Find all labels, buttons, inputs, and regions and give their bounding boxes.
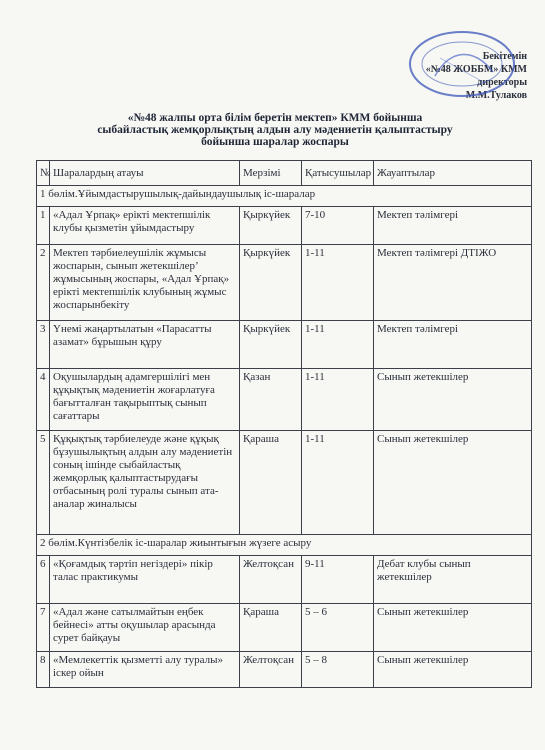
table-row: [37, 207, 532, 245]
row-date: Қараша: [240, 604, 302, 652]
row-date: Қараша: [240, 431, 302, 535]
row-number: 1: [37, 207, 50, 245]
approval-line: Бекітемін: [482, 51, 527, 62]
table-header-row: [37, 161, 532, 186]
row-date: Қыркүйек: [240, 207, 302, 245]
section-row: [37, 186, 532, 207]
row-number: 8: [37, 652, 50, 688]
approval-line: «№48 ЖОББМ» КММ: [425, 64, 527, 75]
title-line: сыбайластық жемқорлықтың алдын алу мәдениетін қалыптастыру: [97, 124, 453, 136]
row-participants: 9-11: [302, 556, 374, 604]
row-responsible: Сынып жетекшілер: [374, 604, 532, 652]
table-row: [37, 369, 532, 431]
row-responsible: Мектеп тәлімгері ДТІЖО: [374, 245, 532, 321]
table-row: [37, 604, 532, 652]
table-row: [37, 652, 532, 688]
row-activity: «Адал Ұрпақ» ерікті мектепшілік клубы қызметін ұйымдастыру: [50, 207, 240, 245]
row-participants: 1-11: [302, 369, 374, 431]
row-activity: «Қоғамдық тәртіп негіздері» пікір талас практикумы: [50, 556, 240, 604]
header-responsible: Жауаптылар: [374, 161, 532, 186]
row-date: Желтоқсан: [240, 556, 302, 604]
row-activity: Мектеп тәрбиелеушілік жұмысы жоспарын, сынып жетекшілер’ жұмысының жоспары, «Адал Ұрпақ» ерікті мектепшілік клубының жұмыс жоспарынбекіту: [50, 245, 240, 321]
row-number: 6: [37, 556, 50, 604]
row-participants: 5 – 6: [302, 604, 374, 652]
row-date: Қыркүйек: [240, 321, 302, 369]
row-responsible: Сынып жетекшілер: [374, 369, 532, 431]
row-number: 3: [37, 321, 50, 369]
row-participants: 1-11: [302, 431, 374, 535]
header-number: №: [37, 161, 50, 186]
row-responsible: Мектеп тәлімгері: [374, 207, 532, 245]
row-date: Қыркүйек: [240, 245, 302, 321]
header-activity-name: Шаралардың атауы: [50, 161, 240, 186]
header-participants: Қатысушылар: [302, 161, 374, 186]
row-responsible: Дебат клубы сынып жетекшілер: [374, 556, 532, 604]
table-row: [37, 321, 532, 369]
table-row: [37, 245, 532, 321]
section-title: 1 бөлім.Ұйымдастырушылық-дайындаушылық іс-шаралар: [37, 186, 532, 207]
document-title: [60, 112, 490, 148]
row-responsible: Сынып жетекшілер: [374, 652, 532, 688]
approval-line: директоры: [477, 77, 527, 88]
title-line: «№48 жалпы орта білім беретін мектеп» КММ бойынша: [127, 112, 423, 124]
row-participants: 1-11: [302, 321, 374, 369]
row-participants: 5 – 8: [302, 652, 374, 688]
row-responsible: Мектеп тәлімгері: [374, 321, 532, 369]
row-number: 5: [37, 431, 50, 535]
title-line: бойынша шаралар жоспары: [201, 136, 349, 148]
row-number: 4: [37, 369, 50, 431]
section-title: 2 бөлім.Күнтізбелік іс-шаралар жиынтығын жүзеге асыру: [37, 535, 532, 556]
row-activity: Оқушылардың адамгершілігі мен құқықтық мәдениетін жоғарлатуға бағытталған тақырыптық сынып сағаттары: [50, 369, 240, 431]
row-activity: «Мемлекеттік қызметті алу туралы» іскер ойын: [50, 652, 240, 688]
row-number: 2: [37, 245, 50, 321]
row-participants: 7-10: [302, 207, 374, 245]
table-row: [37, 431, 532, 535]
table-row: [37, 556, 532, 604]
section-row: [37, 535, 532, 556]
row-activity: Құқықтық тәрбиелеуде және құқық бұзушылықтың алдын алу мәдениетін соның ішінде сыбайластық жемқорлық қалыптастырудағы отбасының ролі туралы сынып ата-аналар жиналысы: [50, 431, 240, 535]
row-number: 7: [37, 604, 50, 652]
plan-table: [36, 160, 532, 688]
row-participants: 1-11: [302, 245, 374, 321]
row-responsible: Сынып жетекшілер: [374, 431, 532, 535]
row-activity: «Адал және сатылмайтын еңбек бейнесі» атты оқушылар арасында сурет байқауы: [50, 604, 240, 652]
approval-block: [407, 50, 527, 102]
row-date: Қазан: [240, 369, 302, 431]
row-date: Желтоқсан: [240, 652, 302, 688]
approval-line: М.М.Тулаков: [465, 90, 527, 101]
header-deadline: Мерзімі: [240, 161, 302, 186]
row-activity: Үнемі жаңартылатын «Парасатты азамат» бұрышын құру: [50, 321, 240, 369]
